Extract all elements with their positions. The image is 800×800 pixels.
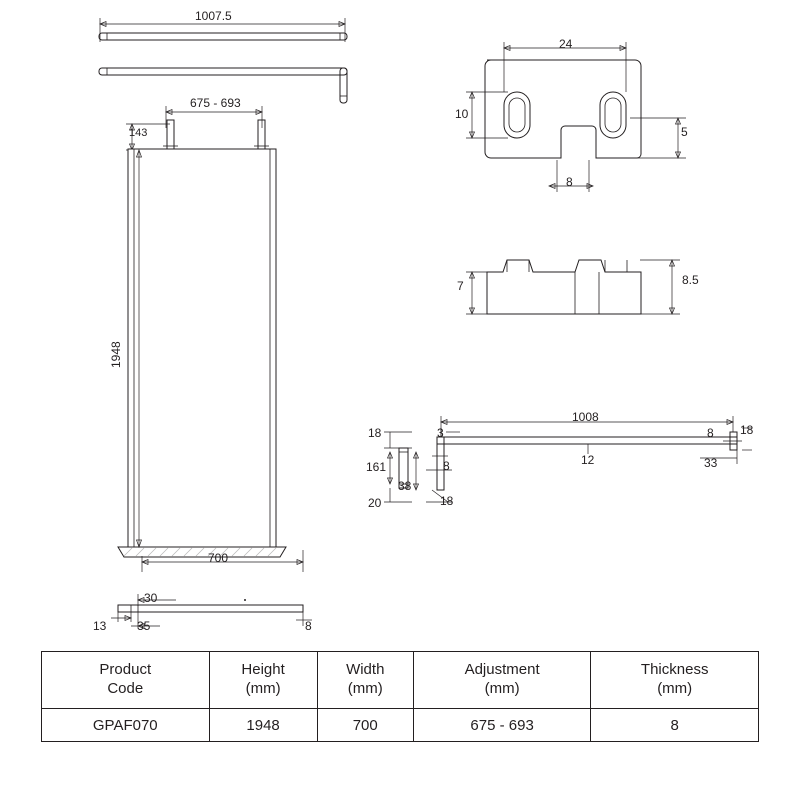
- dim-label-arm-8-mid: 8: [443, 459, 450, 473]
- panel-base-rail: [118, 547, 286, 557]
- dim-label-arm-3: 3: [437, 426, 444, 440]
- bracket-plate-front-view: [466, 42, 686, 192]
- header-thickness-line1: Thickness: [640, 661, 709, 679]
- header-product-code-line1: Product: [99, 661, 152, 679]
- header-height-line2: (mm): [245, 680, 281, 697]
- dim-label-plate-left: 10: [455, 107, 469, 121]
- dim-label-arm-33: 33: [704, 456, 718, 470]
- panel-top-brackets: [163, 120, 269, 150]
- header-thickness-line2: (mm): [657, 680, 693, 697]
- dim-label-side-left: 7: [457, 279, 464, 293]
- top-bar-1: [99, 33, 347, 40]
- table-header-row: [42, 652, 759, 709]
- dim-label-top-bar-length: 1007.5: [195, 9, 232, 23]
- spec-table-head: [42, 652, 759, 709]
- dim-label-arm-18-left: 18: [368, 426, 382, 440]
- spec-table-body: [42, 709, 759, 742]
- bracket-plate-side-view: [466, 260, 680, 314]
- dim-label-arm-161: 161: [366, 460, 387, 474]
- cell-height: 1948: [209, 709, 317, 742]
- header-adjustment-line2: (mm): [484, 680, 520, 697]
- spec-table: [41, 651, 759, 742]
- cell-thickness: 8: [591, 709, 759, 742]
- header-product-code: [42, 652, 210, 709]
- dim-label-width: 700: [208, 551, 229, 565]
- dim-label-foot-35: 35: [137, 619, 151, 633]
- cell-width: 700: [317, 709, 413, 742]
- dim-label-arm-38: 38: [398, 479, 412, 493]
- header-width-line2: (mm): [347, 680, 383, 697]
- dim-label-arm-20: 20: [368, 496, 382, 510]
- dim-label-143: 143: [129, 127, 148, 139]
- dim-label-plate-slot: 8: [566, 175, 573, 189]
- table-row: [42, 709, 759, 742]
- header-adjustment: [413, 652, 591, 709]
- cell-product-code: GPAF070: [42, 709, 210, 742]
- header-width-line1: Width: [346, 661, 385, 679]
- header-height-line1: Height: [241, 661, 285, 679]
- dim-label-arm-12: 12: [581, 453, 595, 467]
- dim-label-foot-thickness: 8: [305, 619, 312, 633]
- dim-label-arm-8-right: 8: [707, 426, 714, 440]
- header-product-code-line2: Code: [107, 680, 144, 697]
- dim-label-plate-width: 24: [559, 37, 573, 51]
- glass-panel: [128, 149, 276, 547]
- dim-label-side-right: 8.5: [682, 273, 699, 287]
- dim-label-arm-length: 1008: [572, 410, 599, 424]
- header-width: [317, 652, 413, 709]
- dim-label-height: 1948: [109, 341, 123, 368]
- dim-label-arm-18-mid: 18: [440, 494, 454, 508]
- dim-label-foot-30: 30: [144, 591, 158, 605]
- dim-label-arm-18-right: 18: [740, 423, 754, 437]
- header-thickness: [591, 652, 759, 709]
- cell-adjustment: 675 - 693: [413, 709, 591, 742]
- header-height: [209, 652, 317, 709]
- dim-label-adjustment: 675 - 693: [190, 96, 241, 110]
- dim-label-foot-13: 13: [93, 619, 107, 633]
- header-adjustment-line1: Adjustment: [464, 661, 540, 679]
- dim-label-plate-right: 5: [681, 125, 688, 139]
